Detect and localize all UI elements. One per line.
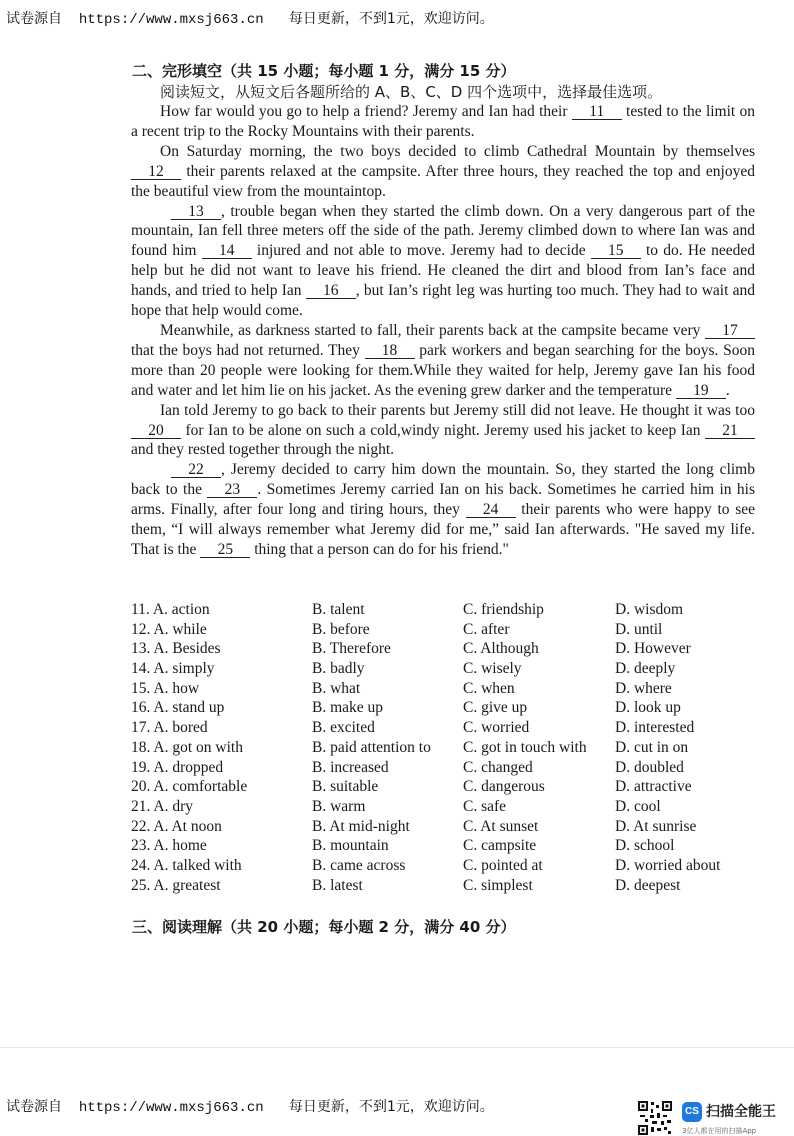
cloze-blank: 25 bbox=[200, 542, 250, 558]
bottom-source-banner bbox=[6, 1096, 494, 1116]
passage-paragraph bbox=[131, 321, 755, 401]
option-row bbox=[131, 601, 761, 621]
passage-text: , trouble began when they started the climb down. On a very dangerous part of the mountain, Ian fell three meters off the side of the path. Jeremy climbed down to where Ian was and found him bbox=[131, 202, 755, 260]
passage-text: to do. He needed help but he did not want to leave his friend. He cleaned the dirt and blood from Ian’s face and hands, and tried to help Ian bbox=[131, 242, 755, 300]
option-choice: D. interested bbox=[615, 719, 695, 737]
scanner-app-name: 扫描全能王 bbox=[706, 1104, 776, 1120]
option-choice: B. what bbox=[312, 679, 361, 697]
option-choice: D. deeply bbox=[615, 660, 676, 678]
cloze-passage bbox=[131, 102, 755, 560]
banner-label: 试卷源自 bbox=[6, 1099, 62, 1115]
passage-paragraph bbox=[131, 401, 755, 461]
answer-options-list bbox=[131, 601, 761, 896]
option-choice: B. increased bbox=[312, 758, 389, 776]
option-choice: D. where bbox=[615, 679, 672, 697]
cloze-blank: 15 bbox=[591, 243, 641, 259]
cloze-blank: 13 bbox=[171, 204, 221, 220]
option-choice: 11. A. action bbox=[131, 601, 210, 618]
scanner-tagline: 3亿人都在用的扫描App bbox=[682, 1127, 757, 1135]
passage-text: injured and not able to move. Jeremy had to decide bbox=[251, 242, 591, 260]
cloze-blank: 22 bbox=[171, 462, 221, 478]
option-choice: C. after bbox=[463, 620, 510, 638]
option-choice: B. mountain bbox=[312, 837, 389, 855]
camscanner-logo-icon: CS bbox=[682, 1102, 702, 1122]
cloze-blank: 19 bbox=[676, 383, 726, 399]
option-choice: C. pointed at bbox=[463, 856, 543, 874]
option-choice: 19. A. dropped bbox=[131, 758, 224, 776]
passage-text: thing that a person can do for his friend." bbox=[250, 540, 509, 558]
passage-text: tested to the limit on a recent trip to the Rocky Mountains with their parents. bbox=[131, 103, 755, 140]
banner-label: 试卷源自 bbox=[6, 11, 62, 27]
option-choice: 23. A. home bbox=[131, 837, 207, 855]
cloze-blank: 18 bbox=[365, 343, 415, 359]
passage-text: . Sometimes Jeremy carried Ian on his back. Sometimes he carried him in his arms. Finally, after four long and tiring hours, they bbox=[131, 481, 755, 519]
option-row bbox=[131, 759, 761, 779]
option-row bbox=[131, 818, 761, 838]
option-choice: D. until bbox=[615, 620, 663, 638]
option-choice: B. latest bbox=[312, 876, 363, 894]
option-choice: D. cool bbox=[615, 797, 661, 815]
option-choice: B. At mid-night bbox=[312, 817, 410, 835]
option-row bbox=[131, 621, 761, 641]
passage-text: and they rested together through the night. bbox=[131, 441, 395, 459]
option-choice: D. school bbox=[615, 837, 675, 855]
option-choice: B. came across bbox=[312, 856, 406, 874]
option-row bbox=[131, 877, 761, 897]
option-choice: 22. A. At noon bbox=[131, 817, 222, 835]
option-row bbox=[131, 778, 761, 798]
cloze-blank: 17 bbox=[705, 323, 755, 339]
option-choice: 14. A. simply bbox=[131, 660, 215, 678]
option-row bbox=[131, 699, 761, 719]
option-choice: C. Although bbox=[463, 640, 539, 658]
option-choice: 25. A. greatest bbox=[131, 876, 221, 894]
section-2-heading: 二、完形填空（共 15 小题；每小题 1 分，满分 15 分） bbox=[132, 62, 516, 80]
option-row bbox=[131, 719, 761, 739]
passage-text: How far would you go to help a friend? Jeremy and Ian had their bbox=[160, 103, 572, 120]
option-choice: D. wisdom bbox=[615, 601, 684, 618]
cloze-blank: 20 bbox=[131, 423, 181, 439]
option-choice: B. badly bbox=[312, 660, 365, 678]
banner-slogan: 每日更新，不到1元，欢迎访问。 bbox=[288, 1099, 494, 1115]
passage-paragraph bbox=[131, 202, 755, 321]
passage-text: their parents relaxed at the campsite. After three hours, they reached the top and enjoyed the beautiful view from the mountaintop. bbox=[131, 162, 755, 200]
option-choice: B. before bbox=[312, 620, 370, 638]
option-choice: B. Therefore bbox=[312, 640, 391, 658]
section-3-heading: 三、阅读理解（共 20 小题；每小题 2 分，满分 40 分） bbox=[132, 918, 516, 936]
passage-text: that the boys had not returned. They bbox=[131, 341, 365, 359]
cloze-blank: 23 bbox=[207, 482, 257, 498]
option-choice: B. warm bbox=[312, 797, 366, 815]
option-choice: 20. A. comfortable bbox=[131, 778, 248, 796]
option-choice: B. make up bbox=[312, 699, 384, 717]
cloze-blank: 21 bbox=[705, 423, 755, 439]
option-choice: D. deepest bbox=[615, 876, 681, 894]
option-choice: 12. A. while bbox=[131, 620, 207, 638]
cloze-instruction: 阅读短文，从短文后各题所给的 A、B、C、D 四个选项中，选择最佳选项。 bbox=[160, 83, 663, 101]
banner-slogan: 每日更新，不到1元，欢迎访问。 bbox=[288, 11, 494, 27]
option-choice: 13. A. Besides bbox=[131, 640, 221, 658]
option-choice: 16. A. stand up bbox=[131, 699, 225, 717]
option-choice: D. cut in on bbox=[615, 738, 689, 756]
cloze-blank: 24 bbox=[466, 502, 516, 518]
option-choice: C. friendship bbox=[463, 601, 544, 618]
option-choice: C. safe bbox=[463, 797, 507, 815]
option-choice: B. excited bbox=[312, 719, 375, 737]
option-choice: D. doubled bbox=[615, 758, 684, 776]
passage-paragraph bbox=[131, 142, 755, 202]
page-divider bbox=[0, 1047, 794, 1048]
option-row bbox=[131, 857, 761, 877]
passage-paragraph bbox=[131, 460, 755, 560]
option-choice: C. got in touch with bbox=[463, 738, 587, 756]
banner-url[interactable]: https://www.mxsj663.cn bbox=[78, 12, 264, 28]
option-choice: 17. A. bored bbox=[131, 719, 208, 737]
option-choice: C. wisely bbox=[463, 660, 522, 678]
passage-text: On Saturday morning, the two boys decided to climb Cathedral Mountain by themselves bbox=[160, 142, 755, 160]
option-row bbox=[131, 837, 761, 857]
cloze-blank: 11 bbox=[572, 104, 622, 120]
option-row bbox=[131, 798, 761, 818]
cloze-blank: 16 bbox=[306, 283, 356, 299]
option-choice: D. At sunrise bbox=[615, 817, 697, 835]
option-choice: 24. A. talked with bbox=[131, 856, 242, 874]
option-choice: C. At sunset bbox=[463, 817, 539, 835]
option-choice: C. give up bbox=[463, 699, 528, 717]
passage-text: park workers and began searching for the boys. Soon more than 20 people were looking for them.While they waited for help, Jeremy gave Ian his food and water and let him lie on his jacket. As the evening grew darker and the temperature bbox=[131, 341, 755, 399]
passage-text: their parents who were happy to see them, “I will always remember what Jeremy did for me,” said Ian afterwards. "He saved my life. That is the bbox=[131, 501, 756, 558]
option-choice: 18. A. got on with bbox=[131, 738, 243, 756]
option-row bbox=[131, 660, 761, 680]
banner-url[interactable]: https://www.mxsj663.cn bbox=[78, 1100, 264, 1116]
cloze-blank: 14 bbox=[202, 243, 252, 259]
passage-text: . bbox=[725, 381, 730, 399]
cloze-blank: 12 bbox=[131, 164, 181, 180]
option-choice: B. suitable bbox=[312, 778, 379, 796]
option-choice: C. dangerous bbox=[463, 778, 545, 796]
option-choice: C. worried bbox=[463, 719, 530, 737]
option-choice: C. campsite bbox=[463, 837, 537, 855]
option-row bbox=[131, 680, 761, 700]
option-choice: B. paid attention to bbox=[312, 738, 431, 756]
option-row bbox=[131, 739, 761, 759]
passage-text: Ian told Jeremy to go back to their parents but Jeremy still did not leave. He thought it was too bbox=[160, 401, 755, 419]
option-row bbox=[131, 640, 761, 660]
passage-text: for Ian to be alone on such a cold,windy night. Jeremy used his jacket to keep Ian bbox=[181, 421, 705, 439]
option-choice: 21. A. dry bbox=[131, 797, 193, 815]
option-choice: 15. A. how bbox=[131, 679, 200, 697]
passage-text: , but Ian’s right leg was hurting too much. They had to wait and hope that help would come. bbox=[131, 282, 755, 320]
option-choice: C. simplest bbox=[463, 876, 533, 894]
passage-text: , Jeremy decided to carry him down the mountain. So, they started the long climb back to the bbox=[131, 461, 755, 499]
option-choice: C. when bbox=[463, 679, 515, 697]
qr-code-icon bbox=[637, 1100, 673, 1136]
option-choice: C. changed bbox=[463, 758, 533, 776]
option-choice: D. worried about bbox=[615, 856, 721, 874]
option-choice: D. However bbox=[615, 640, 691, 658]
option-choice: D. look up bbox=[615, 699, 681, 717]
passage-text: Meanwhile, as darkness started to fall, their parents back at the campsite became very bbox=[160, 321, 705, 339]
top-source-banner bbox=[6, 8, 494, 28]
passage-paragraph bbox=[131, 102, 755, 142]
option-choice: B. talent bbox=[312, 601, 365, 618]
option-choice: D. attractive bbox=[615, 778, 692, 796]
